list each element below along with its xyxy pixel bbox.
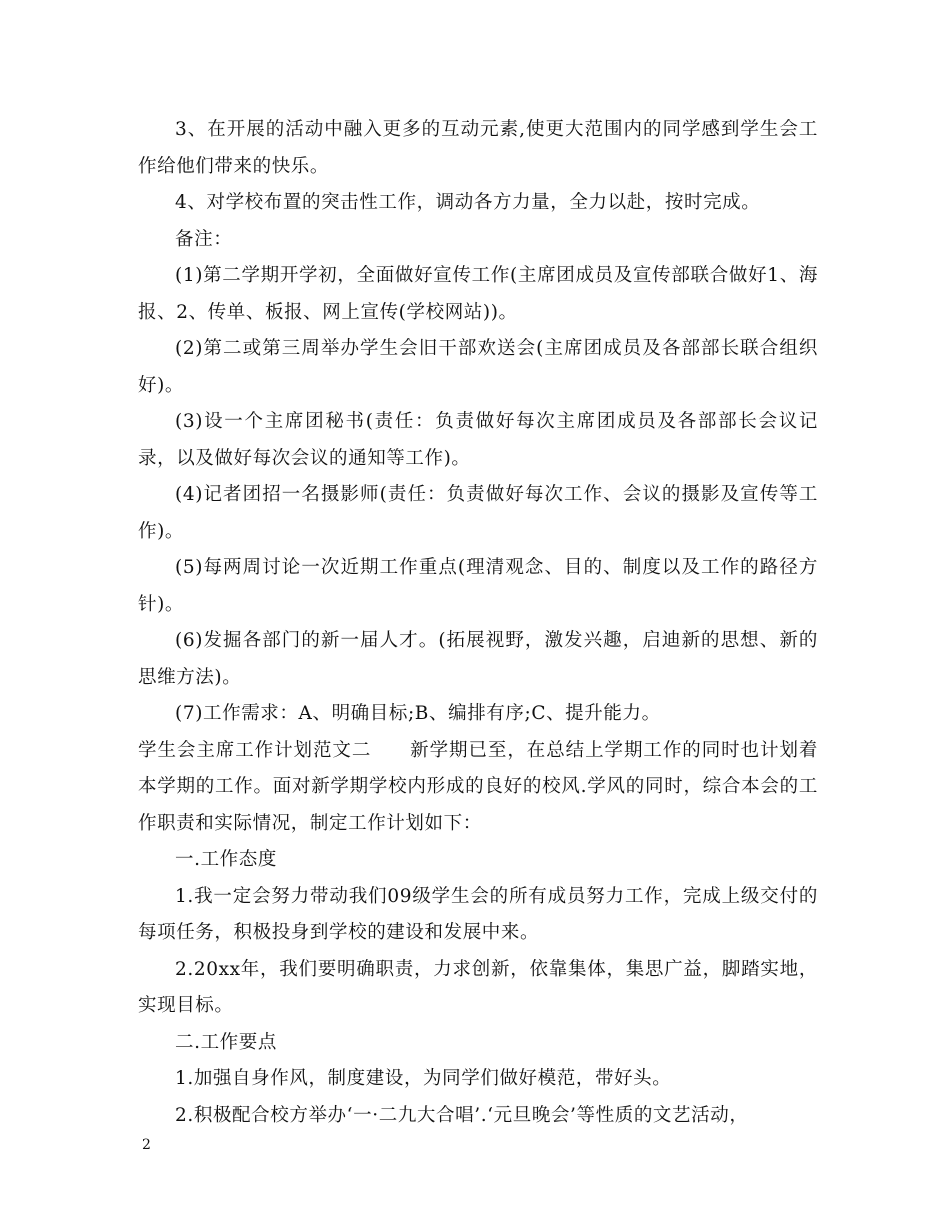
paragraph: (5)每两周讨论一次近期工作重点(理清观念、目的、制度以及工作的路径方针)。 bbox=[138, 557, 818, 615]
paragraph: 2.20xx年，我们要明确职责，力求创新，依靠集体，集思广益，脚踏实地，实现目标。 bbox=[138, 958, 818, 1016]
paragraph: (2)第二或第三周举办学生会旧干部欢送会(主席团成员及各部部长联合组织好)。 bbox=[138, 338, 818, 396]
paragraph: 备注： bbox=[175, 228, 233, 250]
paragraph: (7)工作需求：A、明确目标;B、编排有序;C、提升能力。 bbox=[175, 703, 661, 724]
paragraph: (3)设一个主席团秘书(责任：负责做好每次主席团成员及各部部长会议记录，以及做好每次会议的通知等工作)。 bbox=[138, 411, 818, 469]
paragraph: 1.我一定会努力带动我们09级学生会的所有成员努力工作，完成上级交付的每项任务，积极投身到学校的建设和发展中来。 bbox=[138, 885, 818, 943]
paragraph: 2.积极配合校方举办‘一·二九大合唱’.‘元旦晚会’等性质的文艺活动， bbox=[175, 1104, 749, 1126]
section-heading-paragraph: 学生会主席工作计划范文二 新学期已至，在总结上学期工作的同时也计划着本学期的工作。面对新学期学校内形成的良好的校风.学风的同时，综合本会的工作职责和实际情况，制定工作计划如下： bbox=[138, 739, 818, 834]
document-body bbox=[138, 112, 818, 1134]
subheading: 一.工作态度 bbox=[175, 849, 277, 870]
paragraph: 4、对学校布置的突击性工作，调动各方力量，全力以赴，按时完成。 bbox=[175, 192, 761, 213]
paragraph: (4)记者团招一名摄影师(责任：负责做好每次工作、会议的摄影及宣传等工作)。 bbox=[138, 484, 818, 542]
page-number: 2 bbox=[142, 1137, 151, 1153]
paragraph: (6)发掘各部门的新一届人才。(拓展视野，激发兴趣，启迪新的思想、新的思维方法)。 bbox=[138, 630, 818, 688]
paragraph: 3、在开展的活动中融入更多的互动元素,使更大范围内的同学感到学生会工作给他们带来的快乐。 bbox=[138, 119, 818, 177]
paragraph: (1)第二学期开学初，全面做好宣传工作(主席团成员及宣传部联合做好1、海报、2、传单、板报、网上宣传(学校网站))。 bbox=[138, 265, 818, 323]
subheading: 二.工作要点 bbox=[175, 1031, 277, 1053]
paragraph: 1.加强自身作风，制度建设，为同学们做好模范，带好头。 bbox=[175, 1068, 672, 1089]
